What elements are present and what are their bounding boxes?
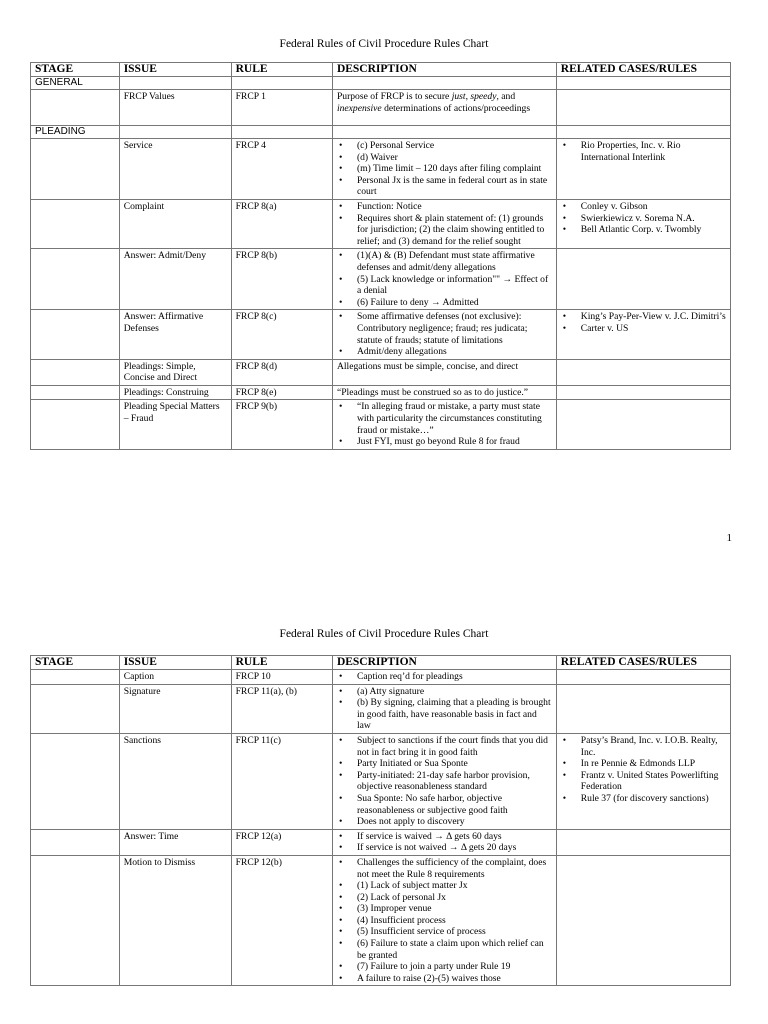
description-cell: Purpose of FRCP is to secure just, speedy, and inexpensive determinations of actions/proceedings [332,90,556,126]
cases-cell [556,684,730,733]
column-header-issue: ISSUE [119,656,231,670]
list-item: • (c) Personal Service [337,140,552,152]
stage-cell [31,385,120,400]
column-header-rule: RULE [231,656,332,670]
document-page-2 [0,620,768,1024]
table-header-row [31,63,731,77]
description-cell [332,139,556,200]
list-item: • Frantz v. United States Powerlifting Federation [561,770,726,793]
table-row [31,139,731,200]
stage-cell [31,829,120,855]
description-cell [332,733,556,829]
list-item: • (6) Failure to deny → Admitted [337,297,552,309]
description-cell [332,855,556,986]
cases-cell [556,829,730,855]
list-item: • Subject to sanctions if the court finds that you did not in fact bring it in good faith [337,735,552,758]
table-header-row [31,656,731,670]
rule-cell: FRCP 11(a), (b) [231,684,332,733]
column-header-related-cases: RELATED CASES/RULES [556,63,730,77]
table-row [31,855,731,986]
list-item: • Sua Sponte: No safe harbor, objective reasonableness or subjective good faith [337,793,552,816]
cases-cell [556,359,730,385]
rule-cell: FRCP 4 [231,139,332,200]
issue-cell: Answer: Time [119,829,231,855]
rule-cell: FRCP 8(c) [231,310,332,359]
page-break [0,580,768,620]
cases-cell [556,139,730,200]
stage-cell [31,855,120,986]
column-header-issue: ISSUE [119,63,231,77]
description-cell: “Pleadings must be construed so as to do justice.” [332,385,556,400]
description-cell [332,829,556,855]
list-item: • (3) Improper venue [337,903,552,915]
rule-cell: FRCP 10 [231,670,332,685]
list-item: • “In alleging fraud or mistake, a party must state with particularity the circumstances constituting fraud or mistake…” [337,401,552,436]
description-cell [332,249,556,310]
stage-cell [31,199,120,248]
description-cell [332,310,556,359]
list-item: • If service is waived → Δ gets 60 days [337,831,552,843]
issue-cell: Complaint [119,199,231,248]
cases-cell [556,733,730,829]
table-row [31,385,731,400]
rule-cell: FRCP 8(e) [231,385,332,400]
issue-cell: Caption [119,670,231,685]
rule-cell: FRCP 9(b) [231,400,332,449]
list-item: • (d) Waiver [337,152,552,164]
table-row [31,400,731,449]
section-row-general [31,77,731,90]
issue-cell: Answer: Affirmative Defenses [119,310,231,359]
issue-cell: FRCP Values [119,90,231,126]
rule-cell: FRCP 12(b) [231,855,332,986]
list-item: • (4) Insufficient process [337,915,552,927]
rule-cell: FRCP 11(c) [231,733,332,829]
list-item: • (b) By signing, claiming that a pleading is brought in good faith, have reasonable basis in fact and law [337,697,552,732]
list-item: • (5) Insufficient service of process [337,926,552,938]
table-row [31,684,731,733]
description-cell [332,199,556,248]
table-row [31,90,731,126]
list-item: • In re Pennie & Edmonds LLP [561,758,726,770]
issue-cell: Signature [119,684,231,733]
stage-cell [31,684,120,733]
document-title: Federal Rules of Civil Procedure Rules Chart [279,38,489,50]
rule-cell: FRCP 12(a) [231,829,332,855]
column-header-related-cases: RELATED CASES/RULES [556,656,730,670]
column-header-description: DESCRIPTION [332,63,556,77]
stage-cell [31,310,120,359]
list-item: • Bell Atlantic Corp. v. Twombly [561,224,726,236]
cases-cell [556,400,730,449]
list-item: • (1)(A) & (B) Defendant must state affirmative defenses and admit/deny allegations [337,250,552,273]
list-item: • Caption req’d for pleadings [337,671,552,683]
list-item: • Swierkiewicz v. Sorema N.A. [561,213,726,225]
cases-cell [556,670,730,685]
stage-cell [31,139,120,200]
list-item: • If service is not waived → Δ gets 20 days [337,842,552,854]
table-row [31,310,731,359]
description-cell [332,684,556,733]
issue-cell: Motion to Dismiss [119,855,231,986]
document-title: Federal Rules of Civil Procedure Rules Chart [279,628,489,640]
table-row [31,359,731,385]
column-header-description: DESCRIPTION [332,656,556,670]
list-item: • Personal Jx is the same in federal court as in state court [337,175,552,198]
table-row [31,249,731,310]
table-row [31,733,731,829]
cases-cell [556,199,730,248]
list-item: • (1) Lack of subject matter Jx [337,880,552,892]
list-item: • (2) Lack of personal Jx [337,892,552,904]
rule-cell: FRCP 8(b) [231,249,332,310]
issue-cell: Sanctions [119,733,231,829]
stage-cell [31,400,120,449]
cases-cell [556,90,730,126]
list-item: • (7) Failure to join a party under Rule 19 [337,961,552,973]
list-item: • (m) Time limit – 120 days after filing complaint [337,163,552,175]
description-cell [332,400,556,449]
list-item: • Party-initiated: 21-day safe harbor provision, objective reasonableness standard [337,770,552,793]
section-label: PLEADING [31,126,120,139]
table-row [31,670,731,685]
stage-cell [31,90,120,126]
stage-cell [31,249,120,310]
column-header-rule: RULE [231,63,332,77]
rule-cell: FRCP 1 [231,90,332,126]
cases-cell [556,249,730,310]
list-item: • Function: Notice [337,201,552,213]
list-item: • Does not apply to discovery [337,816,552,828]
list-item: • Patsy’s Brand, Inc. v. I.O.B. Realty, Inc. [561,735,726,758]
list-item: • (5) Lack knowledge or information"" → Effect of a denial [337,274,552,297]
cases-cell [556,310,730,359]
issue-cell: Answer: Admit/Deny [119,249,231,310]
list-item: • A failure to raise (2)-(5) waives those [337,973,552,985]
section-row-pleading [31,126,731,139]
column-header-stage: STAGE [31,656,120,670]
list-item: • Rule 37 (for discovery sanctions) [561,793,726,805]
rule-cell: FRCP 8(d) [231,359,332,385]
rules-chart-table [30,655,731,986]
list-item: • Some affirmative defenses (not exclusive): Contributory negligence; fraud; res judicata; statute of frauds; statute of limitations [337,311,552,346]
table-row [31,199,731,248]
column-header-stage: STAGE [31,63,120,77]
page-number: 1 [726,532,732,544]
list-item: • Rio Properties, Inc. v. Rio International Interlink [561,140,726,163]
list-item: • Admit/deny allegations [337,346,552,358]
issue-cell: Service [119,139,231,200]
list-item: • Just FYI, must go beyond Rule 8 for fraud [337,436,552,448]
table-row [31,829,731,855]
stage-cell [31,359,120,385]
list-item: • Conley v. Gibson [561,201,726,213]
issue-cell: Pleading Special Matters – Fraud [119,400,231,449]
stage-cell [31,670,120,685]
stage-cell [31,733,120,829]
rule-cell: FRCP 8(a) [231,199,332,248]
list-item: • (a) Atty signature [337,686,552,698]
list-item: • Party Initiated or Sua Sponte [337,758,552,770]
issue-cell: Pleadings: Simple, Concise and Direct [119,359,231,385]
issue-cell: Pleadings: Construing [119,385,231,400]
cases-cell [556,855,730,986]
list-item: • (6) Failure to state a claim upon which relief can be granted [337,938,552,961]
section-label: GENERAL [31,77,120,90]
cases-cell [556,385,730,400]
description-cell: Allegations must be simple, concise, and direct [332,359,556,385]
list-item: • King’s Pay-Per-View v. J.C. Dimitri’s [561,311,726,323]
list-item: • Challenges the sufficiency of the complaint, does not meet the Rule 8 requirements [337,857,552,880]
list-item: • Requires short & plain statement of: (1) grounds for jurisdiction; (2) the claim showing entitled to relief; and (3) demand for the relief sought [337,213,552,248]
list-item: • Carter v. US [561,323,726,335]
description-cell [332,670,556,685]
rules-chart-table [30,62,731,450]
